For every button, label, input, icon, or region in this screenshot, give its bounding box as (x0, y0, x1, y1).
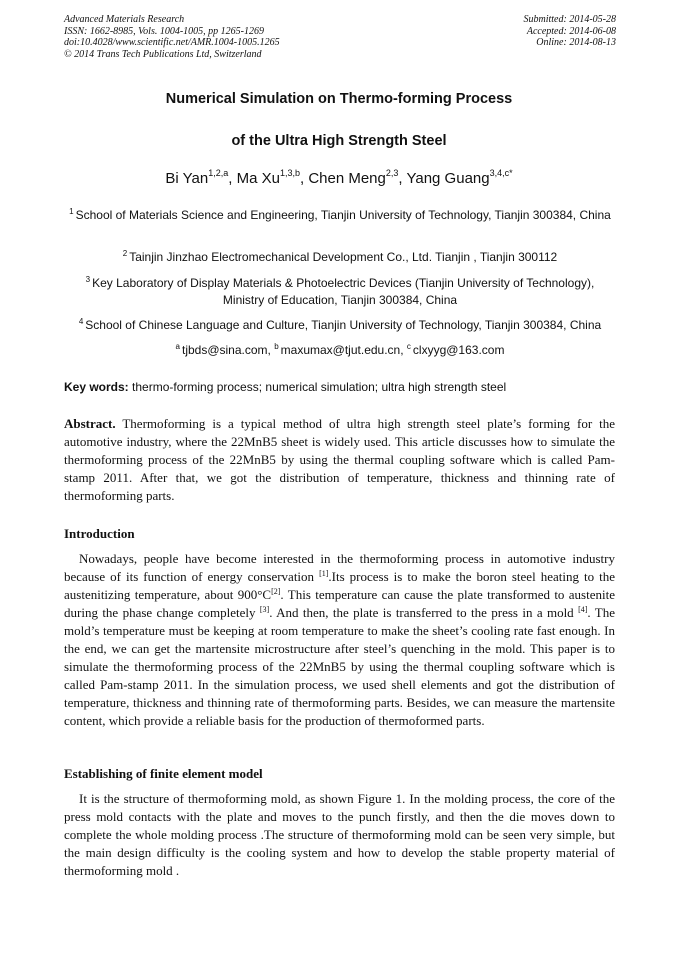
affiliation-text: School of Materials Science and Engineering, Tianjin University of Technology, Tianjin 300384, China (75, 208, 611, 222)
affiliation-text: Tainjin Jinzhao Electromechanical Development Co., Ltd. Tianjin , Tianjin 300112 (129, 250, 558, 264)
author-emails (64, 342, 616, 359)
author-affiliation-marker: 3,4,c* (489, 168, 513, 178)
affiliation-marker: 2 (122, 249, 128, 258)
keywords (64, 380, 616, 394)
author-name: Yang Guang (406, 170, 490, 187)
citation-ref[interactable]: [2] (271, 587, 281, 596)
abstract (64, 415, 615, 505)
author-list (0, 170, 678, 187)
affiliation-marker: 1 (69, 207, 74, 216)
author-separator: , (398, 170, 407, 187)
author-affiliation-marker: 1,3,b (279, 168, 300, 178)
email-marker: a (175, 342, 180, 351)
author-affiliation-marker: 2,3 (385, 168, 399, 178)
email-separator: , (267, 343, 275, 357)
paragraph-text: . This temperature can cause the plate transformed to austenite during the phase change completely (64, 587, 615, 620)
email-marker: b (274, 342, 279, 351)
author-separator: , (228, 170, 237, 187)
introduction-paragraph (64, 550, 615, 730)
affiliation-4 (64, 317, 616, 334)
journal-header-right (524, 14, 617, 49)
abstract-text: Thermoforming is a typical method of ultra high strength steel plate’s forming for the automotive industry, where the 22MnB5 sheet is widely used. This article discusses how to simulate the thermoforming process of the 22MnB5 by using the thermal coupling software which is called Pam-stamp 2011. After that, we got the distribution of temperature, thickness and thinning rate of thermoforming parts. (64, 416, 615, 503)
affiliation-1 (64, 207, 616, 224)
email-link[interactable]: clxyyg@163.com (412, 343, 505, 357)
section-heading-finite-element-model: Establishing of finite element model (64, 766, 263, 781)
email-marker: c (406, 342, 411, 351)
paragraph-text: . And then, the plate is transferred to the press in a mold (269, 605, 579, 620)
paragraph-text: .Its process is to make the boron steel heating to the austenitizing temperature, about 900°C (64, 569, 615, 602)
author-affiliation-marker: 1,2,a (208, 168, 229, 178)
affiliation-text: School of Chinese Language and Culture, Tianjin University of Technology, Tianjin 300384, China (85, 318, 602, 332)
doi-line: doi:10.4028/www.scientific.net/AMR.1004-1005.1265 (64, 37, 280, 48)
keywords-text: thermo-forming process; numerical simulation; ultra high strength steel (128, 380, 507, 394)
abstract-label: Abstract. (64, 416, 116, 431)
model-paragraph: It is the structure of thermoforming mold, as shown Figure 1. In the molding process, the core of the press mold contacts with the plate and moves to the punch firstly, and then the die moves down to complete the whole molding process .The structure of thermoforming mold can be seen very simple, but the main design difficulty is the cooling system and how to develop the stable property material of thermoforming mold . (64, 791, 615, 878)
affiliation-3 (64, 275, 616, 309)
email-link[interactable]: maxumax@tjut.edu.cn (280, 343, 401, 357)
email-separator: , (400, 343, 407, 357)
citation-ref[interactable]: [1] (319, 569, 329, 578)
paper-title-line-1: Numerical Simulation on Thermo-forming Process (165, 91, 513, 107)
author-name: Ma Xu (236, 170, 280, 187)
affiliation-marker: 4 (78, 317, 84, 326)
issn-line: ISSN: 1662-8985, Vols. 1004-1005, pp 1265-1269 (64, 25, 264, 37)
affiliation-text: Key Laboratory of Display Materials & Photoelectric Devices (Tianjin University of Technology), Ministry of Education, Tianjin 300384, China (92, 276, 595, 307)
paragraph-text: Nowadays, people have become interested in the thermoforming process in automotive industry because of its function of energy conservation (64, 551, 615, 584)
online-date: Online: 2014-08-13 (536, 37, 616, 48)
copyright-line: © 2014 Trans Tech Publications Ltd, Switzerland (64, 48, 262, 60)
affiliation-2 (64, 249, 616, 266)
email-link[interactable]: tjbds@sina.com (181, 343, 268, 357)
journal-header-left (64, 14, 280, 60)
section-heading-introduction: Introduction (64, 526, 135, 541)
citation-ref[interactable]: [3] (259, 605, 270, 614)
paragraph-text: . The mold’s temperature must be keeping at room temperature to make the sheet’s cooling rate fast enough. In the end, we can get the martensite microstructure after steel’s quenching in the mold. This paper is to simulate the thermoforming process of the 22MnB5 by using the thermal coupling software which is called Pam-stamp 2011. In the simulation process, we used shell elements and got the distribution of temperature, thickness and thinning rate of thermoforming parts. Besides, we can measure the martensite content, which provide a reliable basis for the production of thermoformed parts. (64, 605, 615, 728)
accepted-date: Accepted: 2014-06-08 (526, 25, 616, 37)
author-name: Bi Yan (165, 170, 209, 187)
affiliation-marker: 3 (85, 275, 91, 284)
author-name: Chen Meng (308, 170, 386, 187)
paper-title-line-2: of the Ultra High Strength Steel (231, 133, 447, 149)
submitted-date: Submitted: 2014-05-28 (523, 14, 616, 25)
journal-name: Advanced Materials Research (64, 14, 185, 25)
citation-ref[interactable]: [4] (578, 605, 588, 614)
keywords-label: Key words: (64, 380, 129, 394)
author-separator: , (299, 170, 309, 187)
